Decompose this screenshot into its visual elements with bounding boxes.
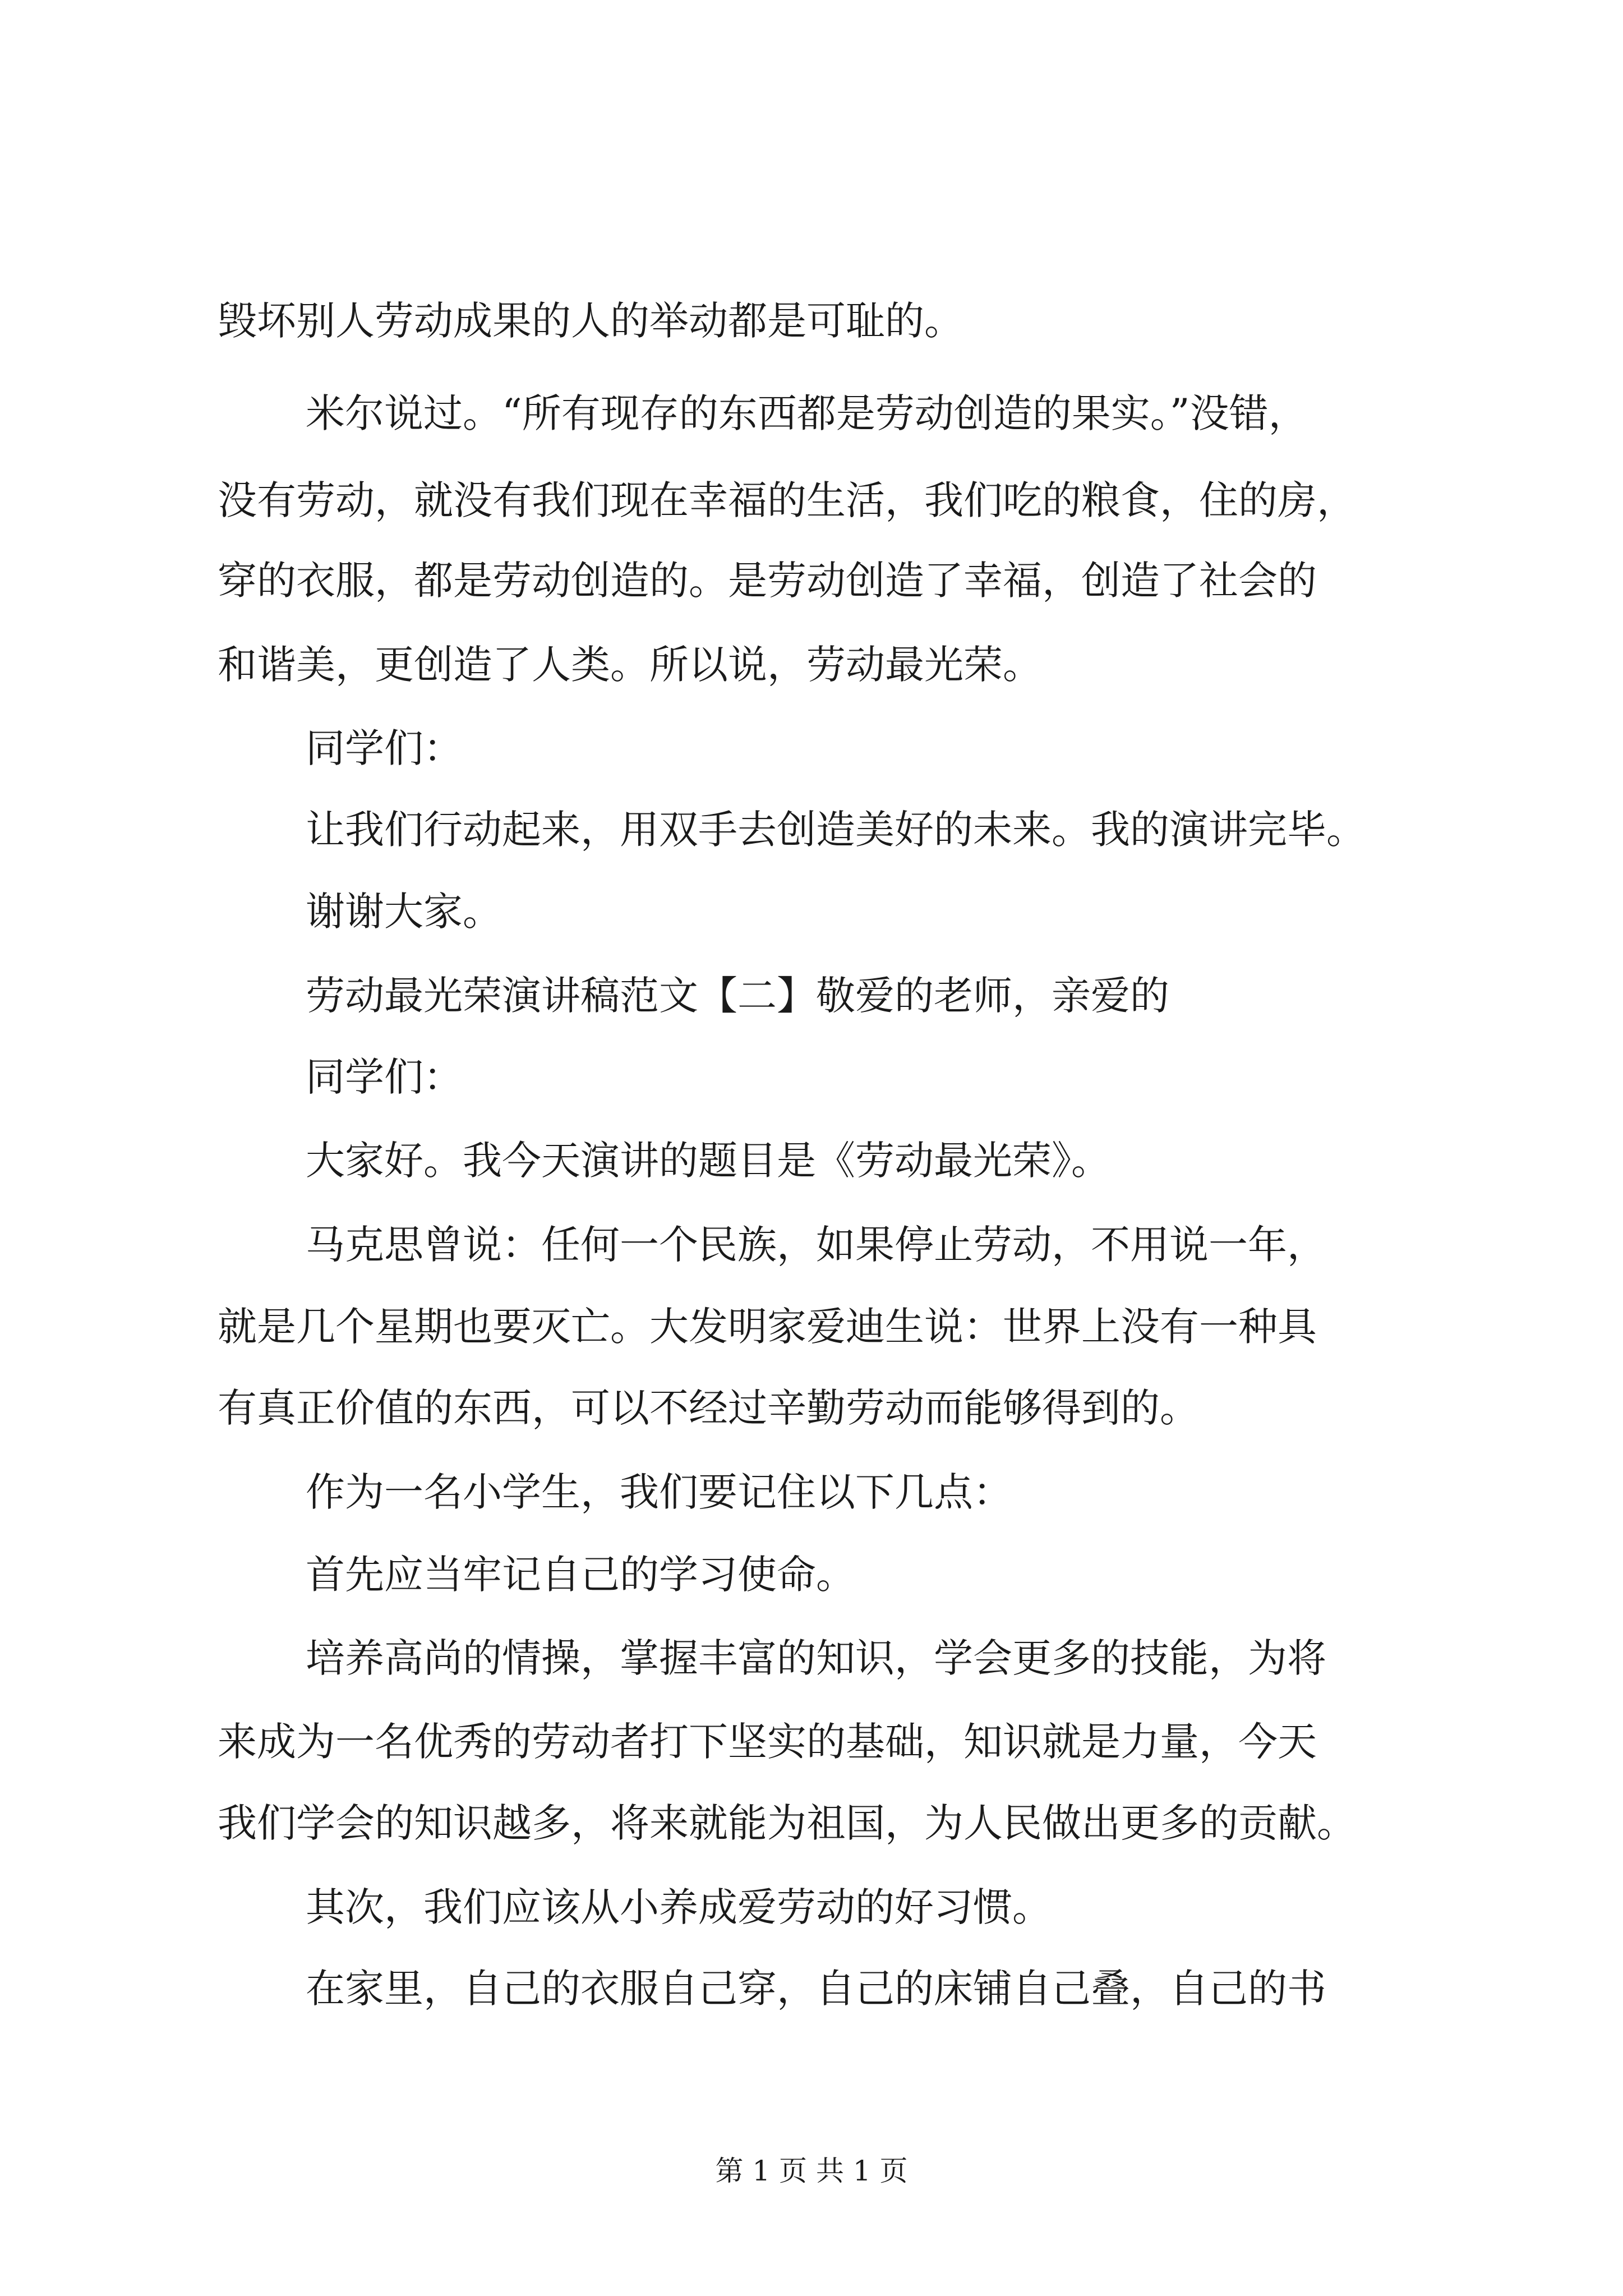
text-line: 来成为一名优秀的劳动者打下坚实的基础，知识就是力量，今天: [218, 1719, 1317, 1765]
text-line: 毁坏别人劳动成果的人的举动都是可耻的。: [218, 298, 963, 344]
text-line: 培养高尚的情操，掌握丰富的知识，学会更多的技能，为将: [306, 1635, 1326, 1681]
text-line: 其次，我们应该从小养成爱劳动的好习惯。: [306, 1884, 1052, 1930]
text-line: 我们学会的知识越多，将来就能为祖国，为人民做出更多的贡献。: [218, 1800, 1356, 1846]
text-line: 在家里，自己的衣服自己穿，自己的床铺自己叠，自己的书: [306, 1966, 1326, 2012]
text-line: 作为一名小学生，我们要记住以下几点：: [306, 1469, 1012, 1515]
text-line: 和谐美，更创造了人类。所以说，劳动最光荣。: [218, 642, 1042, 688]
text-line: 同学们：: [306, 1054, 463, 1100]
text-line: 就是几个星期也要灭亡。大发明家爱迪生说：世界上没有一种具: [218, 1304, 1317, 1350]
text-line: 没有劳动，就没有我们现在幸福的生活，我们吃的粮食，住的房，: [218, 477, 1356, 523]
page-footer: 第 1 页 共 1 页: [715, 2155, 908, 2187]
text-line: 马克思曾说：任何一个民族，如果停止劳动，不用说一年，: [306, 1222, 1326, 1268]
text-line: 劳动最光荣演讲稿范文【二】敬爱的老师，亲爱的: [306, 973, 1169, 1019]
text-line: 同学们：: [306, 725, 463, 771]
text-line: 米尔说过。“所有现存的东西都是劳动创造的果实。”没错，: [306, 390, 1308, 436]
text-line: 让我们行动起来，用双手去创造美好的未来。我的演讲完毕。: [306, 807, 1366, 853]
text-line: 谢谢大家。: [306, 889, 502, 935]
text-line: 首先应当牢记自己的学习使命。: [306, 1552, 855, 1598]
text-line: 穿的衣服，都是劳动创造的。是劳动创造了幸福，创造了社会的: [218, 558, 1317, 604]
text-line: 有真正价值的东西，可以不经过辛勤劳动而能够得到的。: [218, 1385, 1199, 1431]
text-line: 大家好。我今天演讲的题目是《劳动最光荣》。: [306, 1138, 1110, 1184]
